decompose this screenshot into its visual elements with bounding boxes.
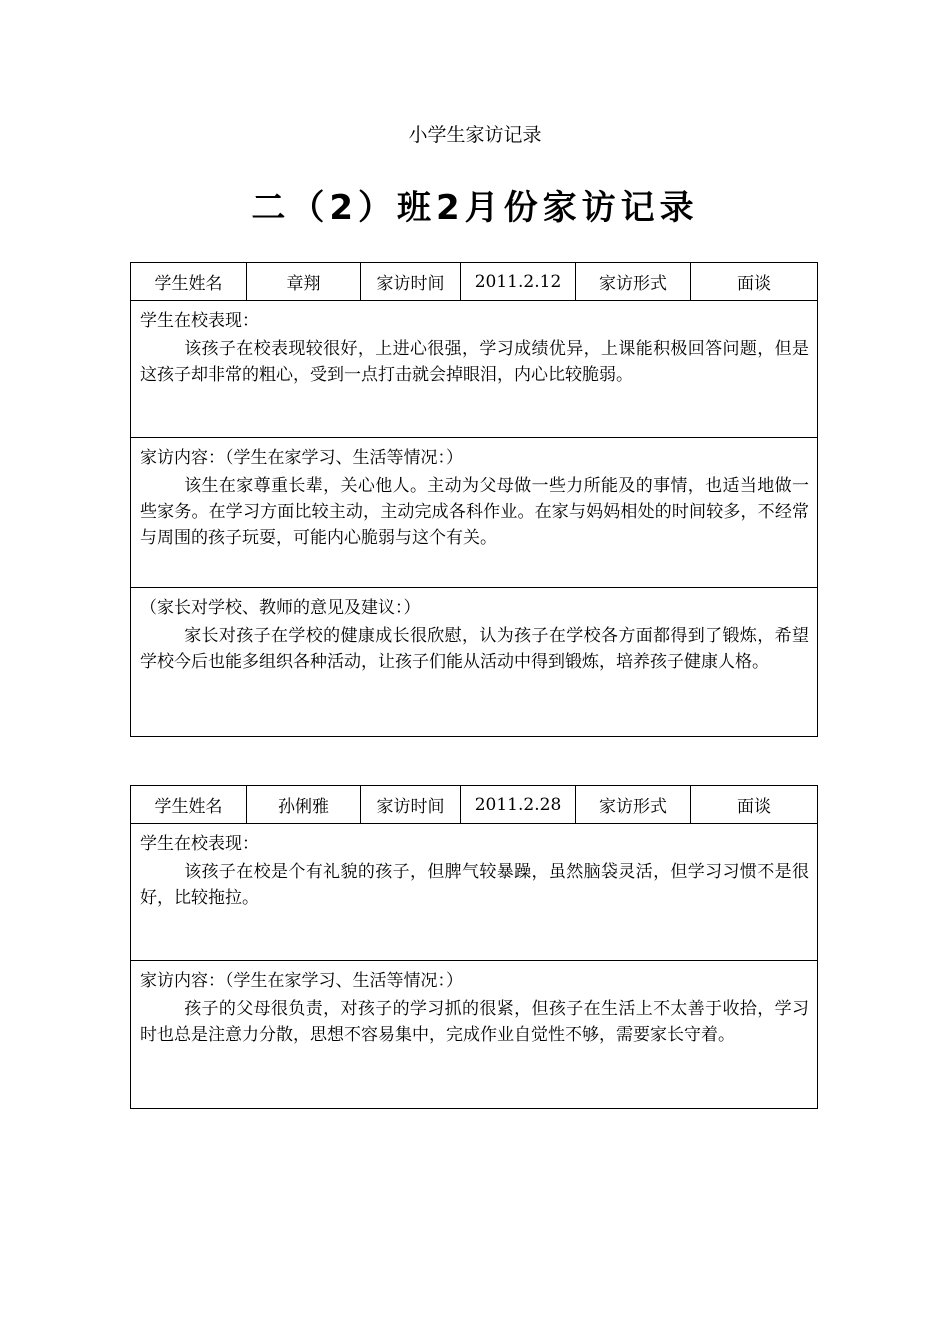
visit-time-label: 家访时间 bbox=[361, 786, 461, 823]
school-performance-label: 学生在校表现： bbox=[140, 311, 259, 331]
record-header-row bbox=[131, 263, 817, 301]
parent-suggestions-label: （家长对学校、教师的意见及建议：） bbox=[140, 598, 421, 618]
visit-record-table bbox=[130, 785, 818, 1109]
page-heading: 二（2）班2月份家访记录 bbox=[251, 188, 699, 228]
visit-content-text: 该生在家尊重长辈，关心他人。主动为父母做一些力所能及的事情，也适当地做一些家务。在学习方面比较主动，主动完成各科作业。在家与妈妈相处的时间较多，不经常与周围的孩子玩耍，可能内心脆弱与这个有关。 bbox=[140, 476, 809, 548]
school-performance-section bbox=[131, 301, 817, 438]
visit-content-section bbox=[131, 438, 817, 588]
visit-form-label: 家访形式 bbox=[576, 263, 691, 300]
school-performance-text: 该孩子在校是个有礼貌的孩子，但脾气较暴躁，虽然脑袋灵活，但学习习惯不是很好，比较拖拉。 bbox=[140, 862, 809, 908]
visit-time-value: 2011.2.12 bbox=[461, 263, 576, 300]
visit-time-value: 2011.2.28 bbox=[461, 786, 576, 823]
student-name-value: 章翔 bbox=[247, 263, 361, 300]
visit-content-section bbox=[131, 961, 817, 1108]
school-performance-label: 学生在校表现： bbox=[140, 834, 259, 854]
student-name-label: 学生姓名 bbox=[131, 786, 247, 823]
parent-suggestions-text: 家长对孩子在学校的健康成长很欣慰，认为孩子在学校各方面都得到了锻炼，希望学校今后也能多组织各种活动，让孩子们能从活动中得到锻炼，培养孩子健康人格。 bbox=[140, 626, 809, 672]
visit-time-label: 家访时间 bbox=[361, 263, 461, 300]
visit-record-table bbox=[130, 262, 818, 737]
student-name-value: 孙俐雅 bbox=[247, 786, 361, 823]
school-performance-section bbox=[131, 824, 817, 961]
visit-content-label: 家访内容：（学生在家学习、生活等情况：） bbox=[140, 448, 463, 468]
visit-content-label: 家访内容：（学生在家学习、生活等情况：） bbox=[140, 971, 463, 991]
student-name-label: 学生姓名 bbox=[131, 263, 247, 300]
visit-content-text: 孩子的父母很负责，对孩子的学习抓的很紧，但孩子在生活上不太善于收拾，学习时也总是注意力分散，思想不容易集中，完成作业自觉性不够，需要家长守着。 bbox=[140, 999, 809, 1045]
record-header-row bbox=[131, 786, 817, 824]
visit-form-label: 家访形式 bbox=[576, 786, 691, 823]
school-performance-text: 该孩子在校表现较很好，上进心很强，学习成绩优异，上课能积极回答问题，但是这孩子却非常的粗心，受到一点打击就会掉眼泪，内心比较脆弱。 bbox=[140, 339, 809, 385]
visit-form-value: 面谈 bbox=[737, 797, 771, 817]
visit-form-value: 面谈 bbox=[737, 274, 771, 294]
document-title: 小学生家访记录 bbox=[408, 124, 542, 146]
parent-suggestions-section bbox=[131, 588, 817, 736]
